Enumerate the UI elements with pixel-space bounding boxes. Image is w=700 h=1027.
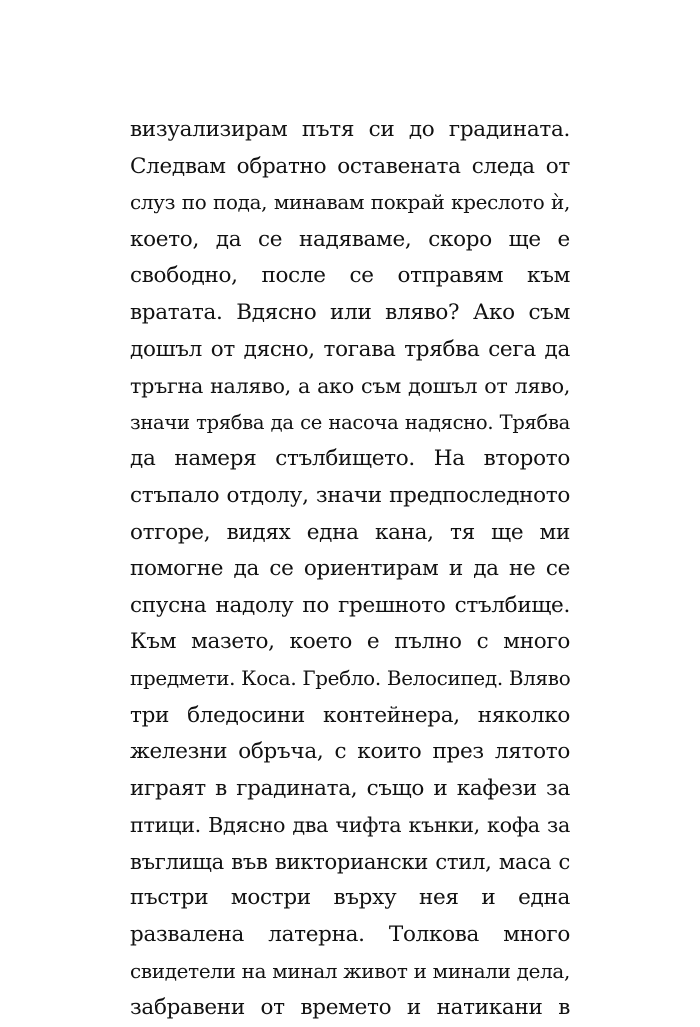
text-line: птици. Вдясно два чифта кънки, кофа за bbox=[130, 813, 570, 838]
text-line: Следвам обратно оставената следа от bbox=[130, 153, 570, 179]
text-line: Към мазето, което е пълно с много bbox=[130, 629, 570, 655]
text-line: тръгна наляво, а ако съм дошъл от ляво, bbox=[130, 374, 570, 399]
text-line: железни обръча, с които през лятото bbox=[130, 739, 570, 765]
text-line: забравени от времето и натикани в bbox=[130, 995, 570, 1021]
body-text bbox=[130, 112, 570, 1027]
text-line: слуз по пода, минавам покрай креслото ѝ, bbox=[130, 191, 570, 215]
text-line: предмети. Коса. Гребло. Велосипед. Вляво bbox=[130, 666, 570, 690]
text-line: вратата. Вдясно или вляво? Ако съм bbox=[130, 299, 570, 325]
text-line: спусна надолу по грешното стълбище. bbox=[130, 592, 570, 618]
text-line: визуализирам пътя си до градината. bbox=[130, 117, 570, 142]
text-line: значи трябва да се насоча надясно. Трябва bbox=[130, 410, 570, 434]
text-line: свободно, после се отправям към bbox=[130, 263, 570, 289]
text-line: което, да се надяваме, скоро ще е bbox=[130, 226, 570, 252]
text-line: пъстри мостри върху нея и една bbox=[130, 885, 570, 911]
text-line: помогне да се ориентирам и да не се bbox=[130, 556, 570, 582]
text-line: играят в градината, също и кафези за bbox=[130, 775, 570, 801]
text-line: въглища във викториански стил, маса с bbox=[130, 848, 570, 874]
text-line: развалена латерна. Толкова много bbox=[130, 922, 570, 948]
text-line: дошъл от дясно, тогава трябва сега да bbox=[130, 336, 570, 362]
text-line: стъпало отдолу, значи предпоследното bbox=[130, 482, 570, 508]
text-line: отгоре, видях една кана, тя ще ми bbox=[130, 519, 570, 545]
text-line: свидетели на минал живот и минали дела, bbox=[130, 959, 570, 983]
text-line: три бледосини контейнера, няколко bbox=[130, 702, 570, 728]
text-line: да намеря стълбището. На второто bbox=[130, 446, 570, 472]
